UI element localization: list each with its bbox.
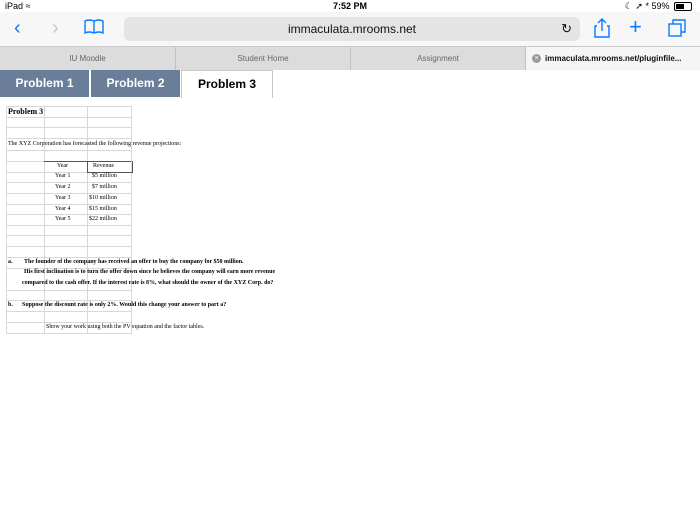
bookmarks-icon[interactable] xyxy=(84,19,104,39)
grid-line xyxy=(6,225,131,226)
grid-line xyxy=(6,311,131,312)
browser-toolbar xyxy=(0,12,700,46)
grid-line xyxy=(6,138,131,139)
part-b-text: Suppose the discount rate is only 2%. Would this change your answer to part a? xyxy=(22,302,227,308)
grid-line xyxy=(6,235,131,236)
table-cell-revenue: $15 million xyxy=(89,206,117,212)
page-title: Problem 3 xyxy=(8,107,44,116)
forward-icon[interactable]: › xyxy=(52,17,59,39)
spreadsheet xyxy=(0,98,700,525)
tab-label: Problem 1 xyxy=(15,76,74,90)
status-bar xyxy=(0,0,700,12)
grid-line xyxy=(6,246,131,247)
grid-line xyxy=(6,127,131,128)
part-b-label: b. xyxy=(8,302,13,308)
part-a-text-3: compared to the cash offer. If the interest rate is 8%, what should the owner of the XYZ Corp. do? xyxy=(22,280,274,286)
table-cell-year: Year 3 xyxy=(55,195,71,201)
new-tab-icon[interactable]: + xyxy=(629,14,642,39)
status-time: 7:52 PM xyxy=(332,1,367,11)
tab-label: Problem 2 xyxy=(106,76,165,90)
tab-problem-2[interactable] xyxy=(91,70,180,97)
instructions-note: Show your work using both the PV equation and the factor tables. xyxy=(46,324,205,330)
table-cell-year: Year 4 xyxy=(55,206,71,212)
table-header-year: Year xyxy=(57,163,69,169)
grid-line xyxy=(6,322,131,323)
grid-line xyxy=(6,150,131,151)
table-cell-revenue: $7 million xyxy=(92,184,117,190)
url-bar[interactable] xyxy=(124,17,580,41)
close-tab-icon[interactable]: × xyxy=(532,54,541,63)
intro-text: The XYZ Corporation has forecasted the following revenue projections: xyxy=(8,141,182,147)
part-a-label: a. xyxy=(8,259,13,265)
location-icon: ➚ xyxy=(635,1,643,11)
browser-tab-iu-moodle[interactable] xyxy=(0,47,176,71)
tab-problem-1[interactable] xyxy=(0,70,89,97)
part-a-text-1: The founder of the company has received an offer to buy the company for $50 million. xyxy=(24,259,244,265)
wifi-icon: ≈ xyxy=(25,1,31,11)
browser-tab-student-home[interactable] xyxy=(176,47,351,71)
table-cell-revenue: $10 million xyxy=(89,195,117,201)
grid-line xyxy=(6,193,131,194)
grid-line xyxy=(6,117,131,118)
device-label: iPad xyxy=(5,1,24,11)
grid-line xyxy=(6,290,131,291)
grid-line xyxy=(6,333,131,334)
reload-icon[interactable]: ↻ xyxy=(561,21,572,36)
tab-label: Problem 3 xyxy=(197,77,257,91)
back-icon[interactable]: ‹ xyxy=(14,17,21,39)
browser-tab-label: IU Moodle xyxy=(69,54,106,63)
grid-line xyxy=(6,204,131,205)
browser-tabs xyxy=(0,46,700,72)
grid-line xyxy=(6,300,131,301)
table-cell-year: Year 5 xyxy=(55,216,71,222)
table-cell-year: Year 2 xyxy=(55,184,71,190)
browser-tab-assignment[interactable] xyxy=(351,47,526,71)
moon-icon: ☾ xyxy=(624,1,633,11)
grid-line xyxy=(6,214,131,215)
bluetooth-icon: * xyxy=(645,1,649,11)
browser-tab-pluginfile[interactable] xyxy=(526,47,700,71)
table-cell-revenue: $22 million xyxy=(89,216,117,222)
grid-line xyxy=(6,257,131,258)
browser-tab-label: Student Home xyxy=(237,54,289,63)
table-cell-year: Year 1 xyxy=(55,173,71,179)
part-a-text-2: His first inclination is to turn the offer down since he believes the company will earn more revenue xyxy=(24,269,276,275)
status-right xyxy=(625,1,692,12)
battery-fill xyxy=(676,4,684,9)
browser-tab-label: immaculata.mrooms.net/pluginfile... xyxy=(545,54,682,63)
grid-line xyxy=(6,182,131,183)
share-icon[interactable] xyxy=(594,18,610,42)
browser-tab-label: Assignment xyxy=(417,54,459,63)
tabs-icon[interactable] xyxy=(668,19,686,41)
table-cell-revenue: $5 million xyxy=(92,173,117,179)
tab-problem-3[interactable] xyxy=(181,70,273,98)
table-header-revenue: Revenue xyxy=(93,163,114,169)
sheet-tabs xyxy=(0,70,700,98)
url-text: immaculata.mrooms.net xyxy=(287,22,417,36)
battery-percent: 59% xyxy=(651,1,670,11)
battery-icon xyxy=(674,2,692,11)
